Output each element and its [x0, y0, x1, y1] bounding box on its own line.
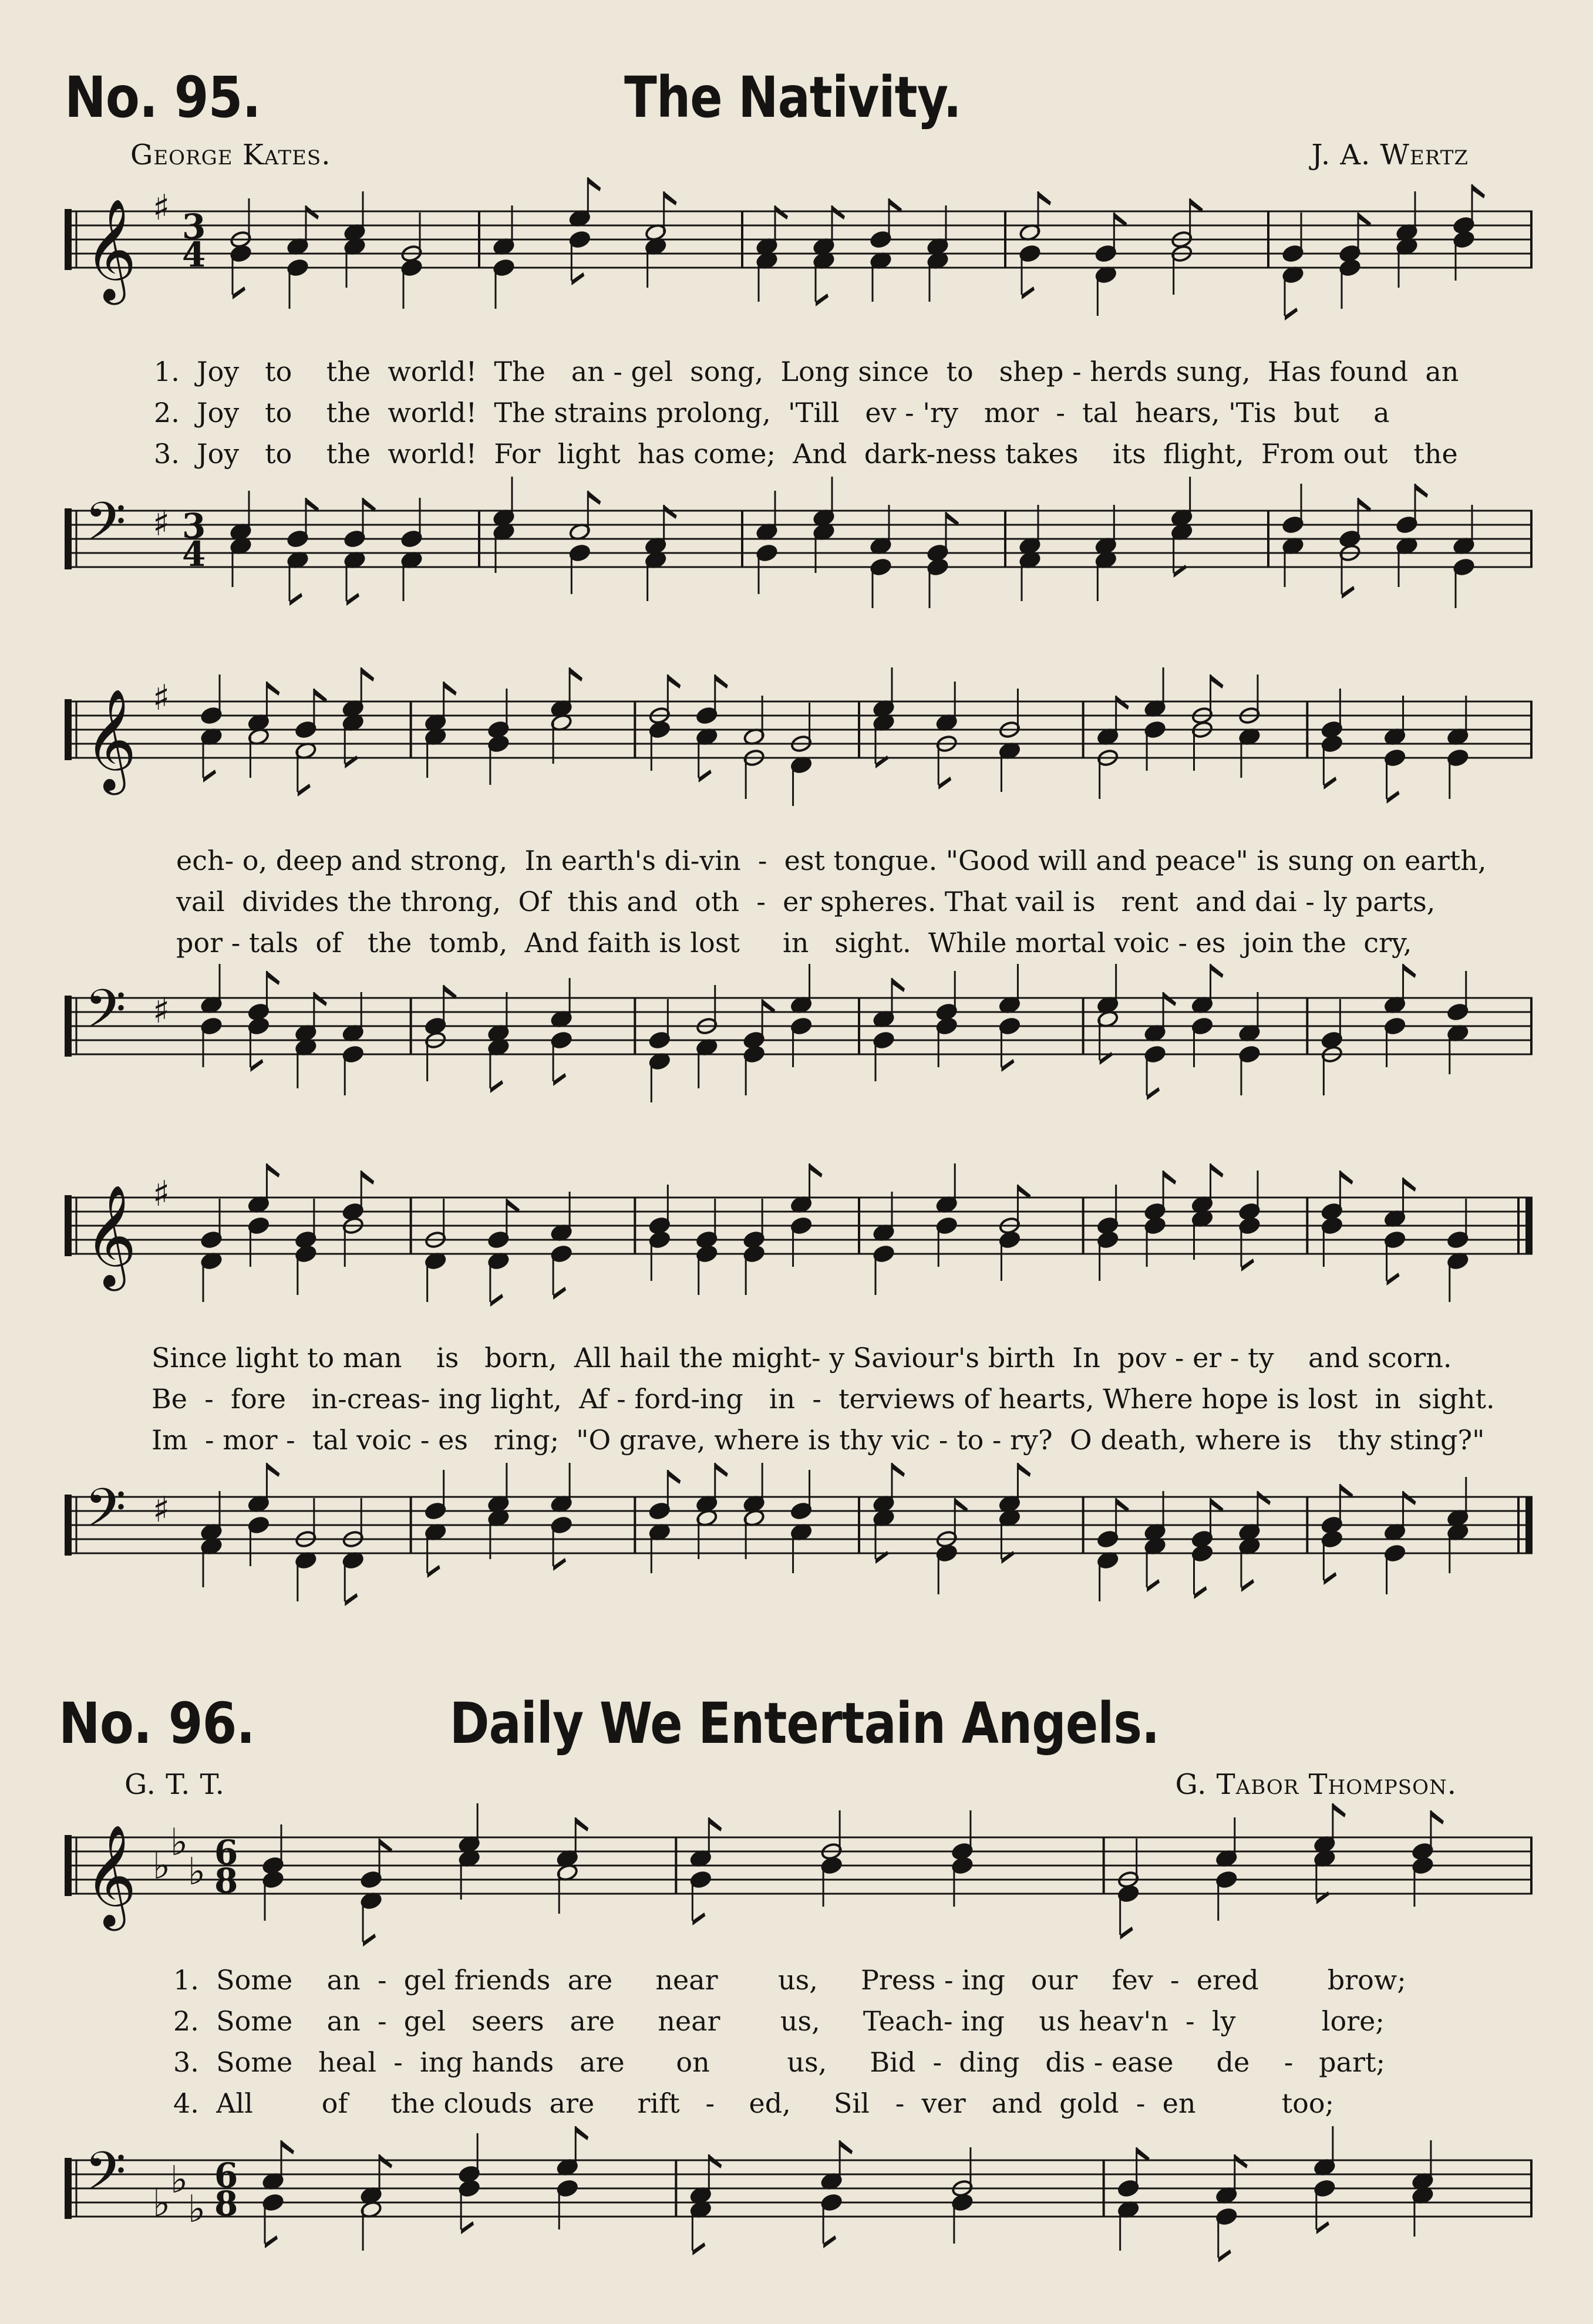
hymn-number: No. 95.	[65, 65, 261, 130]
bass-staff	[65, 2137, 1533, 2289]
svg-text:3: 3	[182, 506, 206, 546]
treble-staff	[65, 1814, 1533, 1967]
treble-staff	[65, 1174, 1533, 1327]
sharp-icon: ♯	[153, 187, 170, 228]
flat-icon: ♭	[170, 2158, 188, 2202]
flat-icon: ♭	[153, 1844, 171, 1888]
hymn-title: The Nativity.	[624, 65, 961, 130]
lyric-line: 3. Joy to the world! For light has come; And dark-ness takes its flight, From out the	[154, 438, 1458, 470]
treble-clef-icon: 𝄞	[85, 689, 137, 791]
sharp-icon: ♯	[153, 990, 170, 1031]
hymn-title: Daily We Entertain Angels.	[449, 1691, 1160, 1756]
svg-text:4: 4	[182, 235, 206, 275]
svg-text:8: 8	[214, 2184, 238, 2224]
words-credit: G. T. T.	[124, 1768, 225, 1801]
svg-text:6: 6	[214, 2156, 238, 2195]
svg-text:4: 4	[182, 534, 206, 574]
lyric-line: por - tals of the tomb, And faith is lost in sight. While mortal voic - es join the cry,	[176, 927, 1412, 959]
bass-clef-icon: 𝄢	[85, 978, 126, 1053]
lyric-line: vail divides the throng, Of this and oth - er spheres. That vail is rent and dai - ly parts,	[176, 886, 1436, 918]
music-credit: G. Tabor Thompson.	[1175, 1768, 1457, 1801]
sharp-icon: ♯	[153, 677, 170, 719]
lyric-line: 1. Joy to the world! The an - gel song, Long since to shep - herds sung, Has found an	[154, 356, 1459, 387]
sharp-icon: ♯	[153, 503, 170, 544]
svg-text:8: 8	[214, 1861, 238, 1901]
svg-text:6: 6	[214, 1833, 238, 1873]
treble-clef-icon: 𝄞	[85, 198, 137, 301]
music-credit: J. A. Wertz	[1311, 139, 1469, 171]
lyric-line: 2. Joy to the world! The strains prolong, 'Till ev - 'ry mor - tal hears, 'Tis but a	[154, 397, 1390, 429]
lyric-line: Since light to man is born, All hail the might- y Saviour's birth In pov - er - ty and scorn.	[151, 1342, 1452, 1374]
flat-icon: ♭	[188, 2188, 206, 2231]
words-credit: George Kates.	[130, 139, 331, 171]
lyric-line: 2. Some an - gel seers are near us, Teach- ing us heav'n - ly lore;	[173, 2005, 1385, 2037]
flat-icon: ♭	[170, 1821, 188, 1864]
lyric-line: Im - mor - tal voic - es ring; "O grave, where is thy vic - to - ry? O death, where is thy sting?"	[151, 1424, 1485, 1456]
bass-staff	[65, 487, 1533, 640]
lyric-line: 4. All of the clouds are rift - ed, Sil - ver and gold - en too;	[173, 2087, 1335, 2119]
bass-clef-icon: 𝄢	[85, 2140, 126, 2215]
lyric-line: Be - fore in-creas- ing light, Af - ford-ing in - terviews of hearts, Where hope is lost in sight.	[151, 1383, 1495, 1415]
bass-staff	[65, 1473, 1533, 1626]
lyric-line: 1. Some an - gel friends are near us, Press - ing our fev - ered brow;	[173, 1964, 1406, 1996]
treble-clef-icon: 𝄞	[85, 1185, 137, 1287]
flat-icon: ♭	[153, 2182, 171, 2225]
sharp-icon: ♯	[153, 1489, 170, 1530]
bass-clef-icon: 𝄢	[85, 1477, 126, 1552]
treble-staff	[65, 188, 1533, 340]
treble-staff	[65, 678, 1533, 831]
bass-clef-icon: 𝄢	[85, 491, 126, 566]
treble-clef-icon: 𝄞	[85, 1824, 137, 1927]
bass-staff	[65, 974, 1533, 1127]
flat-icon: ♭	[188, 1850, 206, 1894]
hymn-number: No. 96.	[59, 1691, 255, 1756]
lyric-line: 3. Some heal - ing hands are on us, Bid - ding dis - ease de - part;	[173, 2046, 1385, 2078]
svg-text:3: 3	[182, 207, 206, 247]
lyric-line: ech- o, deep and strong, In earth's di-vin - est tongue. "Good will and peace" is sung on earth,	[176, 845, 1487, 876]
sharp-icon: ♯	[153, 1173, 170, 1215]
